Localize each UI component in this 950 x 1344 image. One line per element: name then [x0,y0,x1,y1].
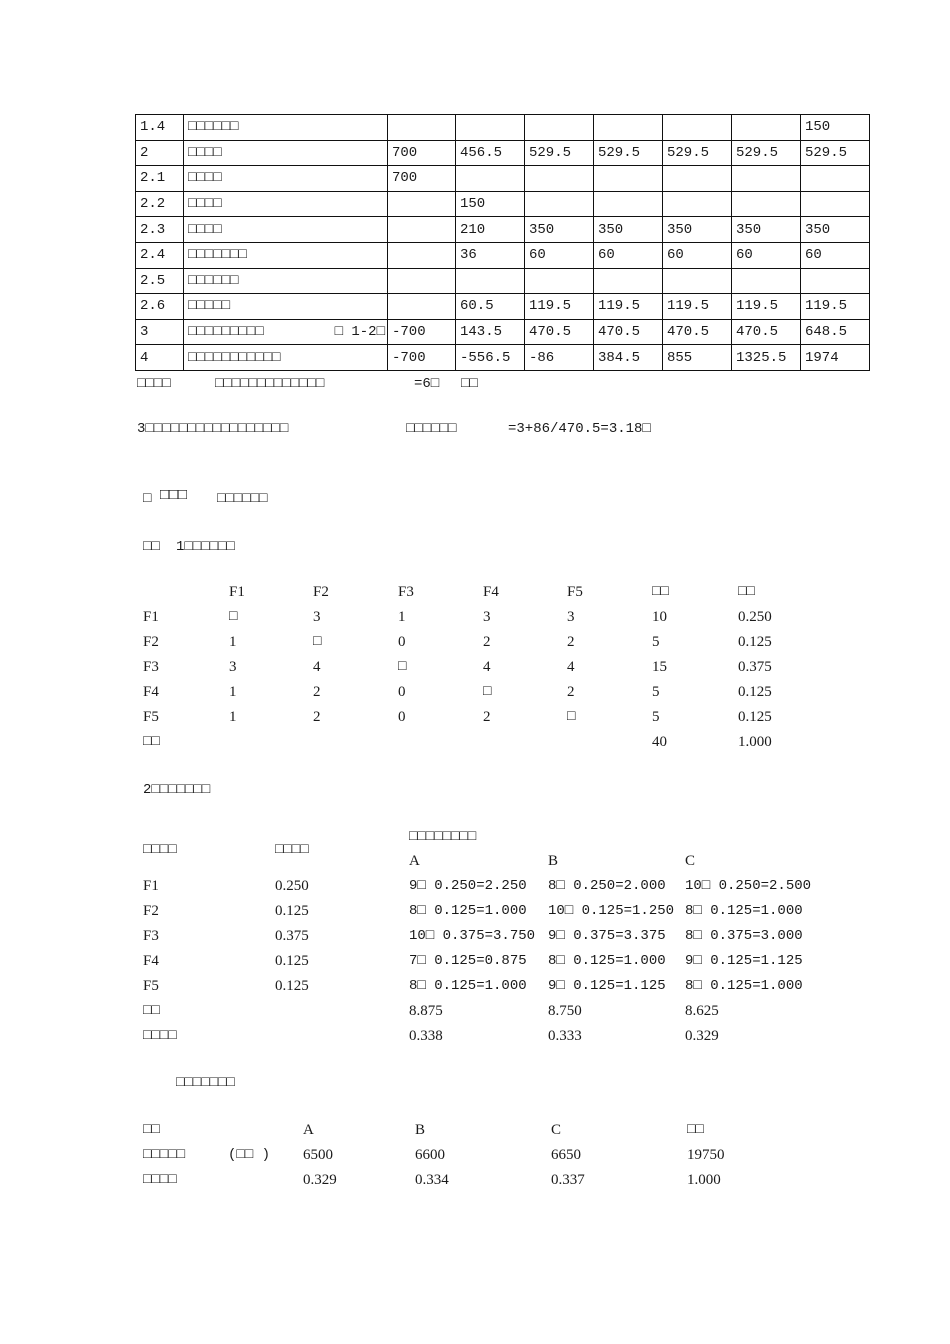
table-cell: 0.338 [409,1028,443,1044]
table-cell: 8.625 [685,1003,719,1019]
table-cell [663,140,732,166]
cell-text: 1325.5 [736,349,787,366]
table-cell [525,268,594,294]
cell-text: 60 [736,247,753,264]
table-cell: 5 [652,634,660,650]
table-cell [663,217,732,243]
table-cell [136,242,184,268]
note-line-1-d [461,376,478,392]
table-cell: 0.337 [551,1172,585,1188]
table-cell [663,345,732,371]
column-header: F4 [483,584,499,600]
table-cell: 0.125 [738,709,772,725]
table-cell: F2 [143,634,159,650]
scores-col1-header: □□□□ [275,842,309,858]
note-text: □□ [461,376,478,392]
table-cell [525,217,594,243]
cell-text: 456.5 [460,144,503,161]
table-cell [388,217,456,243]
table-cell [525,319,594,345]
cell-text: -556.5 [460,349,511,366]
table-cell: 3 [483,609,491,625]
table-cell [594,345,663,371]
cell-text: □□□□□□□□□ [188,324,264,341]
table-cell [732,242,801,268]
table-cell: □□ [143,734,160,750]
table-cell: 8□ 0.125=1.000 [685,978,803,994]
cell-text: 60 [598,247,615,264]
table-cell [388,166,456,192]
table-cell: 1.000 [687,1172,721,1188]
cell-text: 350 [667,221,693,238]
column-header: A [303,1122,314,1138]
table-cell [732,115,801,141]
table-cell [136,115,184,141]
column-header: B [548,853,559,869]
table-cell: 10 [652,609,667,625]
cell-text: 700 [392,144,418,161]
table-cell: 0.329 [303,1172,337,1188]
table-cell [388,345,456,371]
table-cell: 5 [652,709,660,725]
column-header: □□ [738,584,755,600]
cell-text: 350 [736,221,762,238]
cell-text: 700 [392,170,418,187]
cell-text: 470.5 [529,324,572,341]
table-cell: 9□ 0.125=1.125 [685,953,803,969]
cell-text: 60 [805,247,822,264]
table-cell [663,319,732,345]
table-cell: 8□ 0.125=1.000 [685,903,803,919]
table-cell: 0.125 [275,978,309,994]
table-cell [184,268,388,294]
table-cell [184,217,388,243]
table-cell: 0.333 [548,1028,582,1044]
table-cell [136,294,184,320]
table-cell: 7□ 0.125=0.875 [409,953,527,969]
table-cell: 2 [483,634,491,650]
cell-text: -86 [529,349,555,366]
section-heading-title: □□□□□□ [217,491,268,507]
table-cell [594,115,663,141]
table-cell: 0.334 [415,1172,449,1188]
table-cell: 1 [229,709,237,725]
table-cell [594,140,663,166]
table-cell: F4 [143,684,159,700]
cell-text: 384.5 [598,349,641,366]
table-cell [184,191,388,217]
table-cell: 1 [229,634,237,650]
cell-text: 150 [460,196,486,213]
cell-text: 2.2 [140,196,166,213]
table-cell [732,191,801,217]
table-cell [136,345,184,371]
column-header: F2 [313,584,329,600]
table-cell [732,319,801,345]
table-cell [388,191,456,217]
table-cell: 40 [652,734,667,750]
cell-text: □□□□□□□□□□□ [188,349,281,366]
table-cell [456,115,525,141]
column-header: A [409,853,420,869]
table-cell: 2 [313,684,321,700]
table-cell [801,294,870,320]
table-cell: 2 [567,634,575,650]
table-cell: 8□ 0.125=1.000 [548,953,666,969]
table-cell [388,115,456,141]
cell-text: 350 [805,221,831,238]
column-header: □□ [143,1122,160,1138]
column-header: F5 [567,584,583,600]
table-cell [456,166,525,192]
table-cell [594,242,663,268]
table-cell [456,319,525,345]
table-cell [525,242,594,268]
cell-text: □□□□ [188,221,222,238]
note-line-1-c [414,376,439,392]
table-cell [388,242,456,268]
table-cell [136,268,184,294]
cell-text: 1974 [805,349,839,366]
table-cell [732,166,801,192]
cell-text: 470.5 [667,324,710,341]
table-row [136,217,870,243]
cell-text: 2.4 [140,247,166,264]
table-cell [525,140,594,166]
table-cell [456,191,525,217]
cell-text: □□□□ [188,144,222,161]
cell-text: 470.5 [736,324,779,341]
table-cell [184,166,388,192]
table-cell: F5 [143,978,159,994]
table-cell: 0 [398,634,406,650]
cell-text: 529.5 [529,144,572,161]
cell-text: □□□□□□ [188,272,239,289]
cell-text: 119.5 [529,298,572,315]
table-cell: F3 [143,659,159,675]
table-cell: □ [229,609,238,625]
table-cell [136,217,184,243]
cell-text: 143.5 [460,324,503,341]
table-cell: 0 [398,709,406,725]
table-cell [801,191,870,217]
table-row [136,115,870,141]
note-text: □□□□□□□□□□□□□ [215,376,325,392]
table-cell [663,242,732,268]
cell-text: 2.5 [140,272,166,289]
table-cell [594,166,663,192]
scores-col0-header: □□□□ [143,842,177,858]
table-cell: □ [567,709,576,725]
cell-text: 2.3 [140,221,166,238]
table-cell: F3 [143,928,159,944]
table-cell [388,319,456,345]
section-heading-prefix: □ [143,491,152,507]
cell-text: 2.1 [140,170,166,187]
cell-text: -700 [392,349,426,366]
table-cell: F2 [143,903,159,919]
cell-text: 2 [140,144,149,161]
column-header: C [551,1122,562,1138]
table-cell [801,140,870,166]
weights-caption-b: 1□□□□□□ [176,539,235,555]
cell-text: 529.5 [667,144,710,161]
column-header: F1 [229,584,245,600]
cell-text: 648.5 [805,324,848,341]
note-text: □□□□ [137,376,171,392]
cell-text: 529.5 [805,144,848,161]
table-cell: □□□□ [143,1172,177,1188]
table-cell: □□ [143,1003,160,1019]
table-cell [525,294,594,320]
table-cell [525,166,594,192]
cell-text: 350 [598,221,624,238]
table-cell [525,115,594,141]
table-cell [136,191,184,217]
table-row [136,140,870,166]
table-cell [388,140,456,166]
table-cell: 3 [229,659,237,675]
table-cell: 0.375 [738,659,772,675]
table-cell: 0.329 [685,1028,719,1044]
table-cell [801,242,870,268]
table-cell: □□□□□ [143,1147,186,1163]
table-cell: 8.875 [409,1003,443,1019]
table-cell [456,242,525,268]
table-cell [594,319,663,345]
table-cell [456,268,525,294]
table-cell [732,345,801,371]
cell-text: 150 [805,119,831,136]
table-cell [801,345,870,371]
table-cell [594,268,663,294]
table-cell [456,294,525,320]
table-cell: 0.250 [275,878,309,894]
table-cell [663,294,732,320]
cell-text: 119.5 [598,298,641,315]
table-cell [594,294,663,320]
cell-text: 119.5 [667,298,710,315]
table-cell: □ [398,659,407,675]
table-cell: 6600 [415,1147,445,1163]
table-cell [456,345,525,371]
column-header: F3 [398,584,414,600]
table-row [136,166,870,192]
table-row [136,191,870,217]
table-cell [663,191,732,217]
cell-text: 210 [460,221,486,238]
table-row [136,242,870,268]
table-cell: 4 [483,659,491,675]
table-cell: 1 [398,609,406,625]
table-cell: 2 [483,709,491,725]
note-text: 3□□□□□□□□□□□□□□□□□ [137,421,289,437]
scores-group-header: □□□□□□□□ [409,829,477,845]
table-cell: 8□ 0.375=3.000 [685,928,803,944]
cell-text: □□□□ [188,196,222,213]
cell-text: □□□□ [188,170,222,187]
section-heading-number: □□□ [160,487,188,504]
note-text: □□□□□□ [406,421,457,437]
table-cell: 19750 [687,1147,725,1163]
cell-text: 3 [140,324,149,341]
table-cell [456,217,525,243]
table-cell: F4 [143,953,159,969]
cost-caption: □□□□□□□ [176,1075,235,1091]
table-cell [732,268,801,294]
table-cell [801,319,870,345]
cell-text: 60 [529,247,546,264]
table-cell: 10□ 0.375=3.750 [409,928,536,944]
cell-text: 529.5 [736,144,779,161]
table-cell [184,345,388,371]
column-header: □□ [652,584,669,600]
table-cell: 0.125 [275,903,309,919]
table-cell [732,294,801,320]
note-formula: =3+86/470.5=3.18□ [508,421,651,437]
table-cell: 10□ 0.125=1.250 [548,903,675,919]
cell-annotation: □ 1-2□ [334,324,385,341]
table-cell: 0.125 [275,953,309,969]
table-cell: 8□ 0.125=1.000 [409,903,527,919]
table-cell: 8.750 [548,1003,582,1019]
note-line-2-b [406,421,456,437]
note-line-2-c [508,421,651,437]
table-cell: 3 [313,609,321,625]
table-cell [184,319,388,345]
note-line-2 [137,421,288,437]
table-cell: 6500 [303,1147,333,1163]
cell-text: □□□□□□□ [188,247,247,264]
table-cell: 15 [652,659,667,675]
table-cell [594,191,663,217]
table-cell [801,115,870,141]
table-cell: (□□ ) [228,1147,271,1163]
table-cell: □□□□ [143,1028,177,1044]
cashflow-table [135,114,870,371]
table-cell: 10□ 0.250=2.500 [685,878,812,894]
table-cell [184,294,388,320]
table-cell [663,268,732,294]
table-cell [136,140,184,166]
table-cell [594,217,663,243]
table-cell: 1.000 [738,734,772,750]
table-cell [184,140,388,166]
column-header: □□ [687,1122,704,1138]
table-cell [525,191,594,217]
cell-text: □□□□□□ [188,119,239,136]
table-cell [388,268,456,294]
table-cell [525,345,594,371]
table-cell: 9□ 0.125=1.125 [548,978,666,994]
cell-text: 529.5 [598,144,641,161]
table-cell: 1 [229,684,237,700]
table-cell: 8□ 0.125=1.000 [409,978,527,994]
table-cell: 0.125 [738,634,772,650]
table-cell [136,319,184,345]
table-cell: 6650 [551,1147,581,1163]
table-row [136,345,870,371]
table-cell: 5 [652,684,660,700]
table-cell [388,294,456,320]
table-cell: □ [313,634,322,650]
cell-text: □□□□□ [188,298,231,315]
table-row [136,319,870,345]
table-cell: □ [483,684,492,700]
cell-text: 119.5 [805,298,848,315]
cell-text: 2.6 [140,298,166,315]
cell-text: 1.4 [140,119,166,136]
table-row [136,294,870,320]
cell-text: 60.5 [460,298,494,315]
table-cell: F1 [143,878,159,894]
table-cell [732,217,801,243]
table-cell: 0 [398,684,406,700]
table-cell [456,140,525,166]
table-cell [663,115,732,141]
table-cell: 0.375 [275,928,309,944]
column-header: B [415,1122,426,1138]
table-row [136,268,870,294]
column-header: C [685,853,696,869]
weights-caption-a: □□ [143,539,160,555]
cell-text: 4 [140,349,149,366]
cell-text: 36 [460,247,477,264]
table-cell [184,115,388,141]
table-cell [732,140,801,166]
cell-text: 60 [667,247,684,264]
table-cell: 4 [313,659,321,675]
cell-text: 350 [529,221,555,238]
table-cell [801,268,870,294]
scores-caption: 2□□□□□□□ [143,782,211,798]
table-cell [801,166,870,192]
note-line-1 [137,376,171,392]
table-cell [663,166,732,192]
table-cell [184,242,388,268]
table-cell: 4 [567,659,575,675]
table-cell [801,217,870,243]
note-value: =6□ [414,376,440,392]
table-cell: F1 [143,609,159,625]
table-cell: 0.125 [738,684,772,700]
table-cell: 0.250 [738,609,772,625]
table-cell: 8□ 0.250=2.000 [548,878,666,894]
table-cell: F5 [143,709,159,725]
table-cell: 9□ 0.375=3.375 [548,928,666,944]
table-cell [136,166,184,192]
cell-text: -700 [392,324,426,341]
cell-text: 119.5 [736,298,779,315]
cell-text: 470.5 [598,324,641,341]
cell-text: 855 [667,349,693,366]
table-cell: 3 [567,609,575,625]
table-cell: 2 [567,684,575,700]
note-line-1-b [215,376,324,392]
table-cell: 9□ 0.250=2.250 [409,878,527,894]
table-cell: 2 [313,709,321,725]
